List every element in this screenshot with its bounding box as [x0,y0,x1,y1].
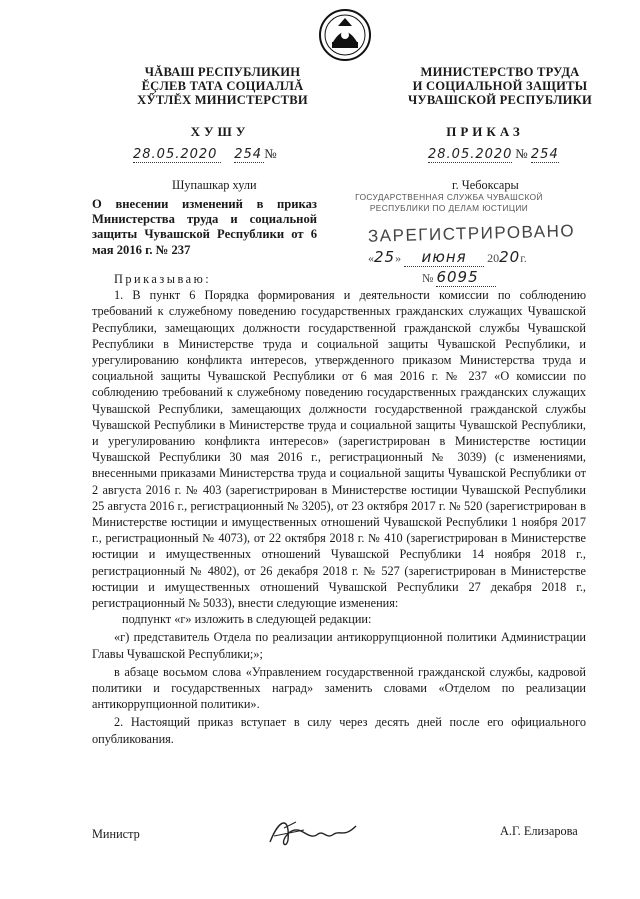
number-sign-right: № [515,146,528,161]
number-left: 254 [234,147,264,163]
paragraph-abzac: в абзаце восьмом слова «Управлением государственной гражданской службы, кадровой политики и государственных наград» заменить словами «Отделом по реализации антикоррупционной политики». [92,664,586,712]
stamp-registered: ЗАРЕГИСТРИРОВАНО [367,221,576,246]
stamp-line-2: РЕСПУБЛИКИ ПО ДЕЛАМ ЮСТИЦИИ [369,203,529,213]
header-right-line-3: ЧУВАШСКОЙ РЕСПУБЛИКИ [407,93,592,107]
number-right: 254 [530,147,559,162]
paragraph-2: 2. Настоящий приказ вступает в силу через десять дней после его официального опубликования. [92,715,586,746]
stamp-month: июня [404,248,484,267]
date-right: 28.05.2020 [428,147,513,162]
stamp-reg-number: 6095 [436,268,496,287]
date-number-right [428,146,559,163]
registration-stamp [338,190,576,286]
stamp-quote-open: « [368,251,374,265]
document-title: О внесении изменений в приказ Министерства труда и социальной защиты Чувашской Республики от 6 мая 2016 г. № 237 [92,197,317,257]
date-number-left [133,146,277,163]
stamp-day: 25 [374,248,396,266]
stamp-year-suffix: г. [520,251,527,265]
header-left-line-1: ЧĂВАШ РЕСПУБЛИКИН [144,65,301,79]
signature-position: Министр [92,827,140,841]
header-right-line-2: И СОЦИАЛЬНОЙ ЗАЩИТЫ [412,79,588,93]
paragraph-1: 1. В пункт 6 Порядка формирования и деятельности комиссии по соблюдению требований к служебному поведению государственных гражданских служащих Чувашской Республики, замещающих должности государственной гражданской службы Чувашской Республики в Министерстве труда и социальной защиты Чувашской Республики, и урегулированию конфликта интересов, утвержденного приказом Министерства труда и социальной защиты Чувашской Республики от 6 мая 2016 г. № 237 «О комиссии по соблюдению требований к служебному поведению государственных гражданских служащих Чувашской Республики, замещающих должности государственной гражданской службы Чувашской Республики в Министерстве труда и социальной защиты Чувашской Республики, и урегулированию конфликта интересов» (зарегистрирован в Министерстве юстиции Чувашской Республики 30 мая 2016 г., регистрационный № 3039) (с изменениями, внесенными приказами Министерства труда и социальной защиты Чувашской Республики от 2 августа 2016 г. № 403 (зарегистрирован в Министерстве юстиции Чувашской Республики 25 августа 2016 г., регистрационный № 3205), от 23 октября 2017 г. № 520 (зарегистрирован в Министерстве юстиции и имущественных отношений Чувашской Республики 1 ноября 2017 г., регистрационный № 4073), от 22 октября 2018 г. № 410 (зарегистрирован в Министерстве юстиции и имущественных отношений Чувашской Республики 14 ноября 2018 г., регистрационный № 4802), от 26 декабря 2018 г. № 527 (зарегистрирован в Министерстве юстиции и имущественных отношений Чувашской Республики 27 декабря 2018 г., регистрационный № 5033), внести следующие изменения: [92,288,586,611]
order-body [92,271,586,747]
signature-name: А.Г. Елизарова [500,824,578,838]
header-right-line-1: МИНИСТЕРСТВО ТРУДА [420,65,580,79]
order-title-russian: ПРИКАЗ [446,124,524,139]
number-sign-left: № [264,146,277,161]
city-russian: г. Чебоксары [452,178,519,192]
paragraph-subpoint: подпункт «г» изложить в следующей редакции: [122,612,372,627]
header-left-line-2: ĔÇЛЕВ ТАТА СОЦИАЛЛĂ [141,79,304,93]
coat-of-arms-emblem [318,8,372,62]
header-left-line-3: ХӲТЛĔХ МИНИСТЕРСТВИ [137,93,308,107]
stamp-reg-prefix: № [422,271,434,285]
stamp-quote-close: » [395,251,402,265]
stamp-line-1: ГОСУДАРСТВЕННАЯ СЛУЖБА ЧУВАШСКОЙ [355,192,543,202]
stamp-year: 20 [499,248,521,266]
stamp-date [368,248,527,267]
header-ministry-chuvash [115,65,330,107]
date-left: 28.05.2020 [133,147,221,163]
order-intro: Приказываю: [114,272,212,286]
handwritten-signature [260,812,370,852]
order-title-chuvash: ХУШУ [190,124,250,139]
stamp-year-prefix: 20 [487,251,500,265]
header-ministry-russian [380,65,620,107]
city-chuvash: Шупашкар хули [172,178,257,192]
paragraph-subpoint-text: «г) представитель Отдела по реализации антикоррупционной политики Администрации Главы Чувашской Республики;»; [92,630,586,661]
